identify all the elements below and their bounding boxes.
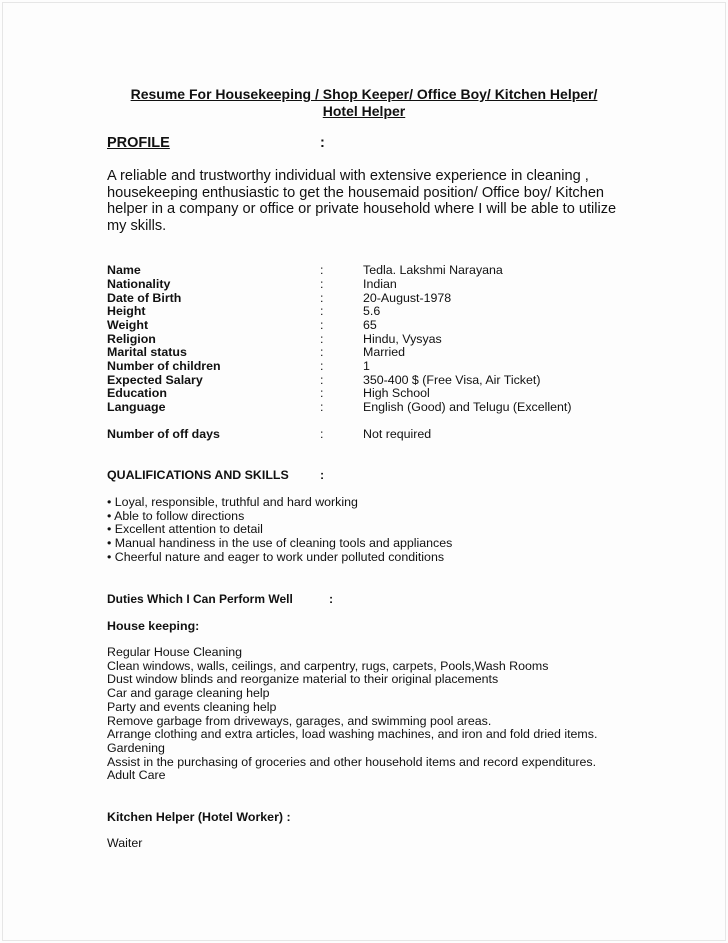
detail-value: 20-August-1978	[363, 290, 452, 305]
detail-row-salary	[107, 373, 607, 387]
profile-line: housekeeping enthusiastic to get the housemaid position/ Office boy/ Kitchen	[107, 184, 605, 201]
detail-value: Not required	[363, 427, 432, 441]
detail-label: Weight	[107, 318, 149, 332]
detail-sep: :	[320, 400, 324, 414]
detail-row-dob	[107, 291, 607, 305]
kitchen-helper-list	[107, 837, 142, 851]
qualifications-colon: :	[320, 468, 325, 482]
detail-row-height	[107, 304, 607, 318]
list-item: • Cheerful nature and eager to work under polluted conditions	[107, 549, 445, 564]
detail-label: Expected Salary	[107, 372, 203, 387]
detail-sep: :	[320, 277, 324, 291]
detail-label: Education	[107, 386, 167, 400]
detail-label: Religion	[107, 331, 156, 346]
detail-sep: :	[320, 318, 324, 332]
profile-heading: PROFILE	[107, 135, 170, 151]
profile-colon: :	[320, 135, 325, 151]
detail-value: 5.6	[363, 304, 381, 318]
detail-value: 65	[363, 318, 377, 332]
list-item: Adult Care	[107, 768, 166, 783]
list-item: Car and garage cleaning help	[107, 686, 270, 701]
housekeeping-list	[107, 646, 597, 783]
detail-sep: :	[320, 263, 324, 277]
detail-row-off-days	[107, 427, 607, 441]
title-line-2: Hotel Helper	[322, 102, 406, 119]
detail-label: Date of Birth	[107, 290, 182, 305]
list-item: • Able to follow directions	[107, 508, 245, 523]
detail-value: 350-400 $ (Free Visa, Air Ticket)	[363, 372, 541, 387]
list-item: Party and events cleaning help	[107, 699, 277, 714]
list-item: Gardening	[107, 740, 165, 755]
list-item: Arrange clothing and extra articles, load washing machines, and iron and fold dried items.	[107, 727, 598, 742]
list-item: Remove garbage from driveways, garages, and swimming pool areas.	[107, 713, 492, 728]
detail-row-name	[107, 263, 607, 277]
qualifications-list	[107, 496, 452, 565]
title-line-1: Resume For Housekeeping / Shop Keeper/ Office Boy/ Kitchen Helper/	[130, 86, 598, 102]
detail-row-education	[107, 386, 607, 400]
detail-row-nationality	[107, 277, 607, 291]
duties-heading: Duties Which I Can Perform Well	[107, 592, 293, 606]
list-item: Regular House Cleaning	[107, 645, 243, 659]
detail-sep: :	[320, 304, 324, 318]
detail-value: 1	[363, 359, 370, 373]
qualifications-heading: QUALIFICATIONS AND SKILLS	[107, 468, 289, 482]
profile-line: helper in a company or office or private household where I will be able to utilize	[107, 201, 617, 217]
detail-value: Hindu, Vysyas	[363, 331, 442, 346]
resume-title	[0, 86, 728, 119]
detail-value: Married	[363, 345, 405, 359]
detail-sep: :	[320, 331, 324, 346]
detail-sep: :	[320, 386, 324, 400]
detail-row-religion	[107, 332, 607, 346]
detail-sep: :	[320, 427, 324, 441]
detail-value: English (Good) and Telugu (Excellent)	[363, 400, 572, 414]
profile-line: A reliable and trustworthy individual with extensive experience in cleaning ,	[107, 168, 589, 184]
housekeeping-heading: House keeping:	[107, 619, 200, 633]
list-item: Clean windows, walls, ceilings, and carpentry, rugs, carpets, Pools,Wash Rooms	[107, 658, 549, 673]
detail-row-children	[107, 359, 607, 373]
detail-sep: :	[320, 359, 324, 373]
detail-sep: :	[320, 372, 324, 387]
list-item: Assist in the purchasing of groceries and other household items and record expenditures.	[107, 754, 597, 769]
list-item: Waiter	[107, 836, 143, 850]
detail-label: Height	[107, 304, 146, 318]
detail-label: Language	[107, 400, 166, 414]
list-item: • Manual handiness in the use of cleaning tools and appliances	[107, 536, 453, 551]
detail-value: Tedla. Lakshmi Narayana	[363, 263, 503, 277]
list-item: Dust window blinds and reorganize material to their original placements	[107, 672, 499, 687]
detail-value: Indian	[363, 277, 397, 291]
detail-label: Marital status	[107, 345, 187, 359]
detail-sep: :	[320, 345, 324, 359]
detail-label: Number of children	[107, 359, 221, 373]
detail-sep: :	[320, 290, 324, 305]
list-item: • Excellent attention to detail	[107, 522, 263, 537]
detail-label: Name	[107, 263, 141, 277]
profile-line: my skills.	[107, 217, 167, 234]
detail-value: High School	[363, 386, 430, 400]
detail-row-language	[107, 400, 607, 414]
list-item: • Loyal, responsible, truthful and hard working	[107, 495, 358, 509]
detail-label: Nationality	[107, 277, 171, 291]
kitchen-helper-heading: Kitchen Helper (Hotel Worker) :	[107, 810, 291, 824]
profile-paragraph	[107, 168, 627, 234]
detail-label: Number of off days	[107, 427, 220, 441]
detail-row-weight	[107, 318, 607, 332]
duties-colon: :	[329, 592, 334, 606]
detail-row-marital-status	[107, 345, 607, 359]
